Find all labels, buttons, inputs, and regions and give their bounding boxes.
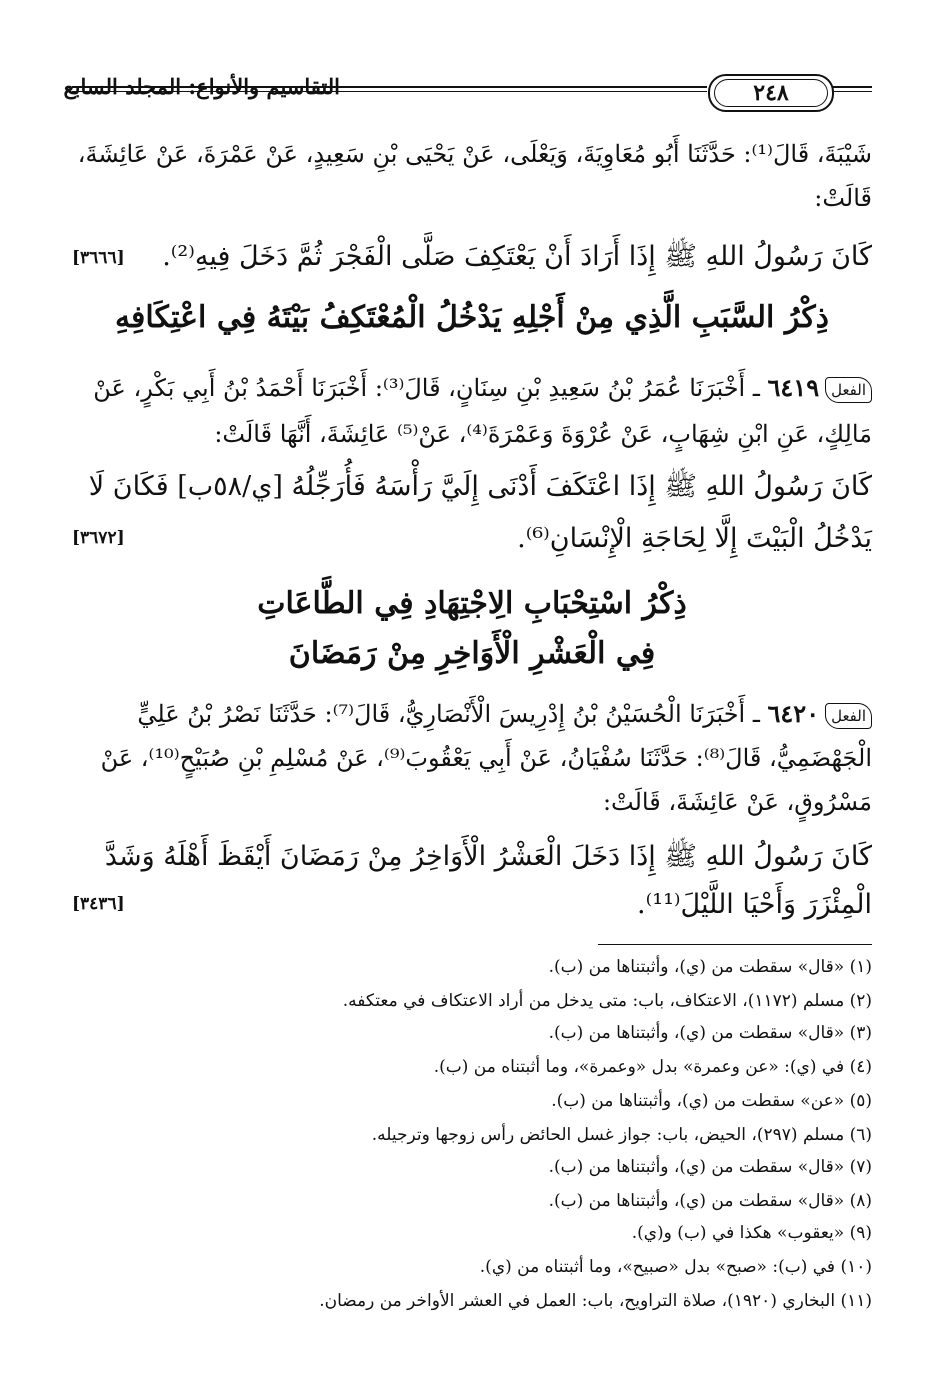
hadith-text-line-1: كَانَ رَسُولُ اللهِ ﷺ إِذَا دَخَلَ الْعَشْرُ الْأَوَاخِرُ مِنْ رَمَضَانَ أَيْقَظَ أَهْلَهُ وَشَدَّ (104, 841, 872, 872)
hadith-badge: الفعل (825, 703, 872, 729)
isnad-line-3: مَسْرُوقٍ، عَنْ عَائِشَةَ، قَالَتْ: (602, 788, 872, 816)
section-heading-line-2: فِي الْعَشْرِ الْأَوَاخِرِ مِنْ رَمَضَانَ (288, 636, 656, 671)
hadith-number: ٦٤١٩ (767, 373, 820, 402)
hadith-reference: [٣٦٧٢] (72, 528, 125, 548)
footnote: (١١) البخاري (١٩٢٠)، صلاة التراويح، باب: العمل في العشر الأواخر من رمضان. (319, 1291, 872, 1311)
hadith-reference: [٣٦٦٦] (72, 248, 125, 268)
section-heading: ذِكْرُ السَّبَبِ الَّذِي مِنْ أَجْلِهِ يَدْخُلُ الْمُعْتَكِفُ بَيْتَهُ فِي اعْتِكَافِهِ (114, 300, 830, 335)
footnote: (٧) «قال» سقطت من (ي)، وأثبتناها من (ب). (548, 1157, 872, 1177)
footnote: (٩) «يعقوب» هكذا في (ب) و(ي). (631, 1223, 872, 1243)
footnote-rule (598, 944, 872, 945)
isnad-line-1 (93, 366, 872, 410)
intro-hadith: كَانَ رَسُولُ اللهِ ﷺ إِذَا أَرَادَ أَنْ يَعْتَكِفَ صَلَّى الْفَجْرَ ثُمَّ دَخَلَ فِيهِ⁽²⁾. (162, 241, 872, 272)
intro-line-1: شَيْبَةَ، قَالَ⁽¹⁾: حَدَّثَنَا أَبُو مُعَاوِيَةَ، وَيَعْلَى، عَنْ يَحْيَى بْنِ سَعِيدٍ، عَنْ عَمْرَةَ، عَنْ عَائِشَةَ، (77, 140, 872, 168)
header-rule-right-thin (830, 91, 872, 92)
hadith-text-line-1: كَانَ رَسُولُ اللهِ ﷺ إِذَا اعْتَكَفَ أَدْنَى إِلَيَّ رَأْسَهُ فَأُرَجِّلُهُ [ي/٥٨ب] فَكَانَ لَا (88, 471, 872, 502)
footnote: (٢) مسلم (١١٧٢)، الاعتكاف، باب: متى يدخل من أراد الاعتكاف في معتكفه. (342, 991, 872, 1011)
hadith-badge: الفعل (825, 377, 872, 403)
footnote: (١٠) في (ب): «صبح» بدل «صبيح»، وما أثبتناه من (ي). (479, 1257, 872, 1277)
hadith-reference: [٣٤٣٦] (72, 894, 125, 914)
page-number: ٢٤٨ (708, 74, 834, 112)
isnad-text: ـ أَخْبَرَنَا عُمَرُ بْنُ سَعِيدِ بْنِ سِنَانٍ، قَالَ⁽³⁾: أَخْبَرَنَا أَحْمَدُ بْنُ أَبِي بَكْرٍ، عَنْ (93, 374, 760, 402)
footnote: (٨) «قال» سقطت من (ي)، وأثبتناها من (ب). (548, 1191, 872, 1211)
footnote: (٣) «قال» سقطت من (ي)، وأثبتناها من (ب). (548, 1023, 872, 1043)
hadith-text-line-2: يَدْخُلُ الْبَيْتَ إِلَّا لِحَاجَةِ الْإِنْسَانِ⁽⁶⁾. (517, 523, 872, 554)
intro-line-2: قَالَتْ: (814, 184, 872, 212)
header-rule (72, 86, 707, 88)
running-header-title: التقاسيم والأنواع: المجلد السابع (63, 74, 340, 99)
footnote: (١) «قال» سقطت من (ي)، وأثبتناها من (ب). (548, 957, 872, 977)
footnote: (٦) مسلم (٢٩٧)، الحيض، باب: جواز غسل الحائض رأس زوجها وترجيله. (371, 1125, 872, 1145)
hadith-text-line-2: الْمِئْزَرَ وَأَحْيَا اللَّيْلَ⁽¹¹⁾. (637, 889, 872, 920)
isnad-line-2: مَالِكٍ، عَنِ ابْنِ شِهَابٍ، عَنْ عُرْوَةَ وَعَمْرَةَ⁽⁴⁾، عَنْ⁽⁵⁾ عَائِشَةَ، أَنَّهَا قَالَتْ: (214, 420, 872, 448)
header-rule-right (830, 86, 872, 88)
section-heading-line-1: ذِكْرُ اسْتِحْبَابِ الِاجْتِهَادِ فِي الطَّاعَاتِ (257, 586, 687, 621)
footnote: (٤) في (ي): «عن وعمرة» بدل «وعمرة»، وما أثبتناه من (ب). (433, 1057, 872, 1077)
isnad-line-2: الْجَهْضَمِيُّ، قَالَ⁽⁸⁾: حَدَّثَنَا سُفْيَانُ، عَنْ أَبِي يَعْقُوبَ⁽⁹⁾، عَنْ مُسْلِمِ بْنِ صُبَيْحٍ⁽¹⁰⁾، عَنْ (100, 744, 872, 772)
isnad-text: ـ أَخْبَرَنَا الْحُسَيْنُ بْنُ إِدْرِيسَ الْأَنْصَارِيُّ، قَالَ⁽⁷⁾: حَدَّثَنَا نَصْرُ بْنُ عَلِيٍّ (137, 700, 760, 728)
hadith-number: ٦٤٢٠ (767, 699, 820, 728)
header-rule-thin (72, 91, 707, 92)
isnad-line-1 (137, 692, 872, 736)
footnote: (٥) «عن» سقطت من (ي)، وأثبتناها من (ب). (551, 1091, 872, 1111)
